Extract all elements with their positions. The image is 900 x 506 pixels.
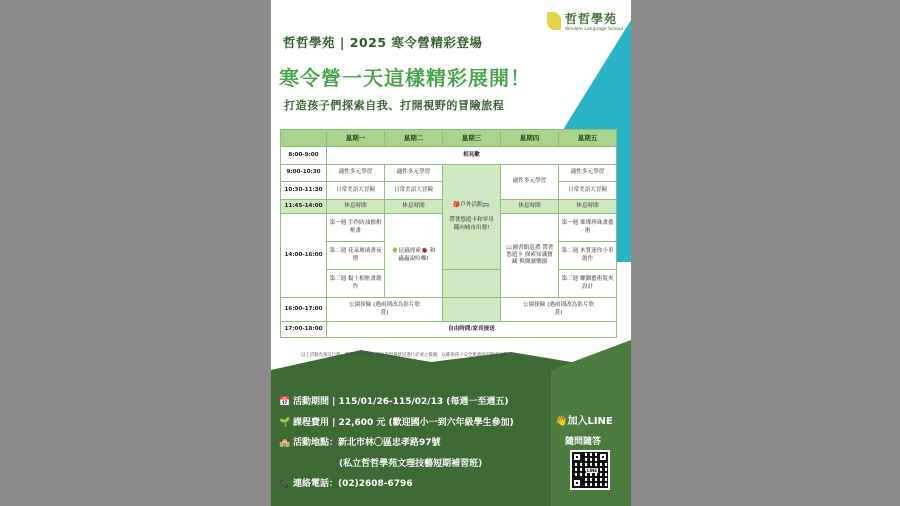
line-qr-code[interactable] [570,450,610,490]
table-row [281,165,617,182]
activity-cell: 日常美語大冒險 [559,182,617,200]
logo-name: 哲哲學苑 [565,12,618,26]
subtitle: 打造孩子們探索自我、打開視野的冒險旅程 [284,99,505,112]
main-title: 寒令營一天這樣精彩展開！ [279,66,531,90]
fee-text: 課程費用 | 22,600 元 (歡迎國小一到六年級學生參加) [293,418,514,428]
day-header: 星期五 [559,130,617,147]
rest-cell: 休息時間 [559,200,617,214]
qr-finder [572,452,582,462]
park-cell: 公園探險 (遇雨則改為影片欣賞) [327,298,443,322]
sprout-icon: 🌱 [279,418,291,428]
time-cell: 16:00-17:00 [281,298,327,322]
schedule-note: 以上活動為預訂行程，將依當日天候、場地與現場狀況進行必要之微調，以確保孩子安全與適切的學習品質。 [301,353,512,358]
table-row [281,147,617,165]
day-header: 星期四 [501,130,559,147]
calendar-icon: 📅 [279,397,291,407]
line-add-label [555,412,613,427]
activity-cell: 適性多元學習 [327,165,385,182]
time-cell: 9:00-10:30 [281,165,327,182]
pickup-cell: 自由時間/家長接送 [327,322,617,338]
rest-cell: 休息時間 [501,200,559,214]
phone-icon: 📞 [279,479,291,489]
day-header: 星期一 [327,130,385,147]
qr-finder [598,452,608,462]
time-cell: 17:00-18:00 [281,322,327,338]
school-logo [547,10,625,40]
outing-title: 🎒戶外活動🚌 [453,202,490,209]
building-icon: 🏫 [279,438,291,448]
activity-cell: 日常美語大冒險 [385,182,443,200]
activity-cell: 適性多元學習 [501,165,559,200]
time-cell: 10:30-11:30 [281,182,327,200]
activity-cell: 第一週 璀璨珍珠畫藝術 [559,214,617,242]
time-cell: 8:00-9:00 [281,147,327,165]
day-header: 星期三 [443,130,501,147]
camp-poster [271,0,631,506]
location-info [279,435,441,448]
wednesday-filler-cell [443,298,501,322]
phone-info [279,476,413,489]
activity-cell: 第一週 手作防油擦相框畫 [327,214,385,242]
phone-text: 連絡電話：(02)2608-6796 [293,479,413,489]
library-activity-cell: 📖圖書館巡禮 帶著悠遊卡 探索知識寶藏 與閱讀樂園 [501,214,559,298]
day-header: 星期二 [385,130,443,147]
fee-info [279,415,514,428]
location-text: 活動地點：新北市林〇區忠孝路97號 [293,438,441,448]
activity-cell: 第二週 木質迷你小車創作 [559,242,617,270]
time-cell: 14:00-16:00 [281,214,327,298]
activity-cell: 第二週 花朵玻璃畫夜燈 [327,242,385,270]
outing-detail: 帶著悠遊卡和零用錢向城市出發! [449,217,494,231]
table-row [281,270,617,298]
insect-activity-cell: 🌵昆蟲探索🐞 和蟲蟲說哈囉! [385,214,443,298]
table-row [281,322,617,338]
table-row [281,298,617,322]
period-info [279,394,508,407]
activity-cell: 第三週 黏土相框畫創作 [327,270,385,298]
wednesday-filler-cell [443,270,501,298]
activity-cell: 第三週 螺鈿藝術髮夾設計 [559,270,617,298]
activity-cell: 適性多元學習 [385,165,443,182]
qr-finder [572,478,582,488]
rest-cell: 休息時間 [385,200,443,214]
logo-icon [547,12,561,30]
qr-line-label: LINE [587,468,598,473]
meet-cell: 相見歡 [327,147,617,165]
time-cell: 11:45-14:00 [281,200,327,214]
schedule-table [280,129,617,338]
rest-cell: 休息時間 [327,200,385,214]
activity-cell: 適性多元學習 [559,165,617,182]
wednesday-outing-cell [443,165,501,270]
header-line: 哲哲學苑 | 2025 寒令營精彩登場 [283,35,483,50]
period-text: 活動期間 | 115/01/26-115/02/13 (每週一至週五) [293,397,509,407]
waving-hand-icon: 👋 [555,416,568,427]
qr-pattern [572,452,608,488]
corner-cell [281,130,327,147]
logo-subtitle: Wisdom Language School [565,27,623,32]
line-add-text: 加入LINE [567,416,613,427]
line-ask-label: 隨問隨答 [565,437,602,447]
park-cell: 公園探險 (遇雨則改為影片欣賞) [501,298,617,322]
location-detail: (私立哲哲學苑文理技藝短期補習班) [339,459,483,469]
activity-cell: 日常美語大冒險 [327,182,385,200]
table-header-row [281,130,617,147]
